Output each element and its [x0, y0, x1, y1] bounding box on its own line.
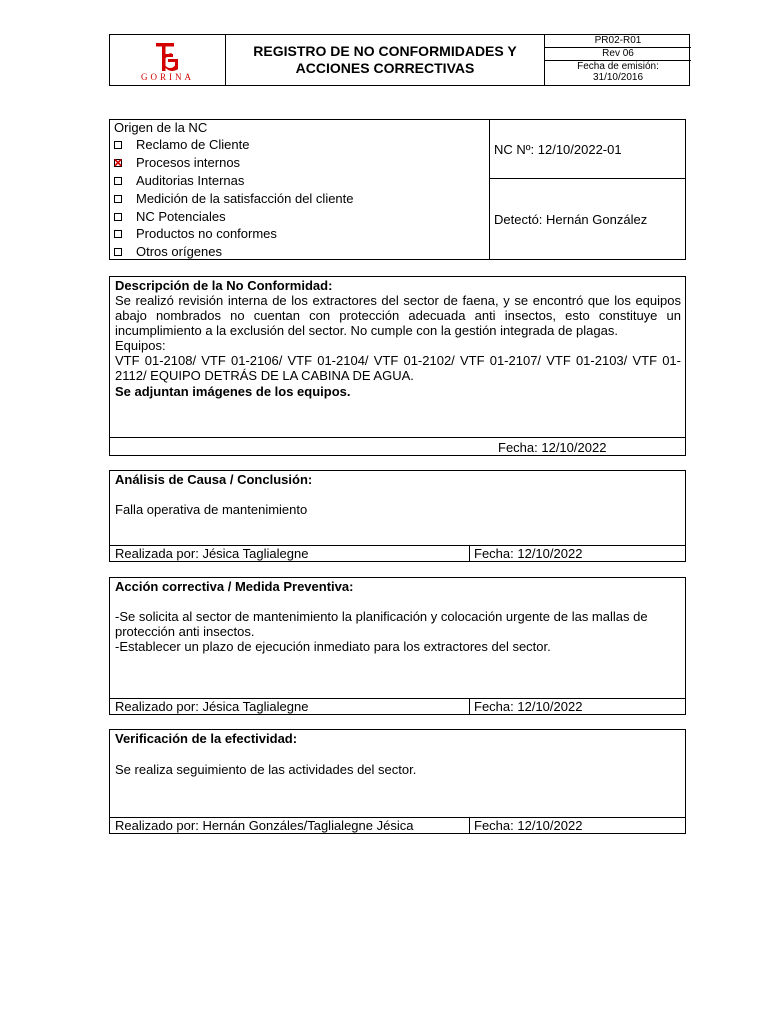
nc-number: NC Nº: 12/10/2022-01: [494, 142, 622, 157]
description-title: Descripción de la No Conformidad:: [115, 278, 333, 293]
origin-option-otros[interactable]: [114, 243, 222, 260]
action-author: Realizado por: Jésica Taglialegne: [115, 699, 309, 714]
checkbox-icon[interactable]: [114, 195, 122, 203]
checked-checkbox-icon[interactable]: [114, 159, 122, 167]
action-date: Fecha: 12/10/2022: [474, 699, 583, 714]
issue-date: 31/10/2016: [592, 72, 644, 83]
origin-option-medicion[interactable]: [114, 190, 354, 207]
analysis-body: Falla operativa de mantenimiento: [115, 502, 308, 517]
action-section: [109, 577, 686, 715]
detected-by: Detectó: Hernán González: [494, 212, 648, 227]
equipment-label: Equipos:: [115, 338, 166, 353]
option-label: Auditorias Internas: [136, 173, 245, 188]
checkbox-icon[interactable]: [114, 141, 122, 149]
verification-section: [109, 729, 686, 834]
origin-heading: Origen de la NC: [114, 120, 208, 135]
checkbox-icon[interactable]: [114, 213, 122, 221]
description-body: Se realizó revisión interna de los extractores del sector de faena, y se encontró que los equipos abajo nombrados no cuentan con protección adecuada anti insectos, esto constituye un incumplimiento a la exclusión del sector. No cumple con la gestión integrada de plagas.: [115, 293, 681, 338]
checkbox-icon[interactable]: [114, 177, 122, 185]
option-label: Medición de la satisfacción del cliente: [136, 191, 354, 206]
verification-date: Fecha: 12/10/2022: [474, 818, 583, 833]
analysis-section: [109, 470, 686, 562]
document-revision: Rev 06: [602, 48, 634, 59]
origin-option-productos[interactable]: [114, 225, 277, 242]
checkbox-icon[interactable]: [114, 230, 122, 238]
document-title: [225, 35, 544, 85]
origin-table: [109, 119, 686, 260]
logo-cell: [110, 35, 225, 85]
analysis-author: Realizada por: Jésica Taglialegne: [115, 546, 309, 561]
document-code: PR02-R01: [594, 35, 642, 46]
title-line-1: REGISTRO DE NO CONFORMIDADES Y: [253, 43, 517, 59]
title-line-2: ACCIONES CORRECTIVAS: [295, 60, 475, 76]
origin-option-reclamo[interactable]: [114, 136, 249, 153]
description-section: [109, 276, 686, 456]
origin-option-potenciales[interactable]: [114, 208, 226, 225]
origin-option-auditorias[interactable]: [114, 172, 244, 189]
verification-title: Verificación de la efectividad:: [115, 731, 298, 746]
equipment-list: VTF 01-2108/ VTF 01-2106/ VTF 01-2104/ VTF 01-2102/ VTF 01-2107/ VTF 01-2103/ VTF 01-2112/ EQUIPO DETRÁS DE LA CABINA DE AGUA.: [115, 353, 681, 383]
logo-wordmark: GORINA: [141, 72, 194, 82]
analysis-date: Fecha: 12/10/2022: [474, 546, 583, 561]
option-label: Procesos internos: [136, 155, 241, 170]
option-label: Productos no conformes: [136, 226, 277, 241]
action-title: Acción correctiva / Medida Preventiva:: [115, 579, 354, 594]
option-label: NC Potenciales: [136, 209, 226, 224]
description-content: [115, 278, 681, 399]
description-date: Fecha: 12/10/2022: [498, 440, 607, 455]
issue-date-label: Fecha de emisión:: [577, 61, 659, 72]
verification-author: Realizado por: Hernán Gonzáles/Taglialegne Jésica: [115, 818, 414, 833]
attachment-note: Se adjuntan imágenes de los equipos.: [115, 384, 351, 399]
origin-option-procesos[interactable]: [114, 154, 240, 171]
option-label: Otros orígenes: [136, 244, 222, 259]
analysis-title: Análisis de Causa / Conclusión:: [115, 472, 313, 487]
document-meta: [544, 35, 690, 85]
action-content: [115, 609, 681, 654]
action-line-2: -Establecer un plazo de ejecución inmediato para los extractores del sector.: [115, 639, 551, 654]
verification-body: Se realiza seguimiento de las actividades del sector.: [115, 762, 417, 777]
option-label: Reclamo de Cliente: [136, 137, 250, 152]
action-line-1: -Se solicita al sector de mantenimiento la planificación y colocación urgente de las mallas de protección anti insectos.: [115, 609, 648, 639]
checkbox-icon[interactable]: [114, 248, 122, 256]
document-header: [109, 34, 690, 86]
